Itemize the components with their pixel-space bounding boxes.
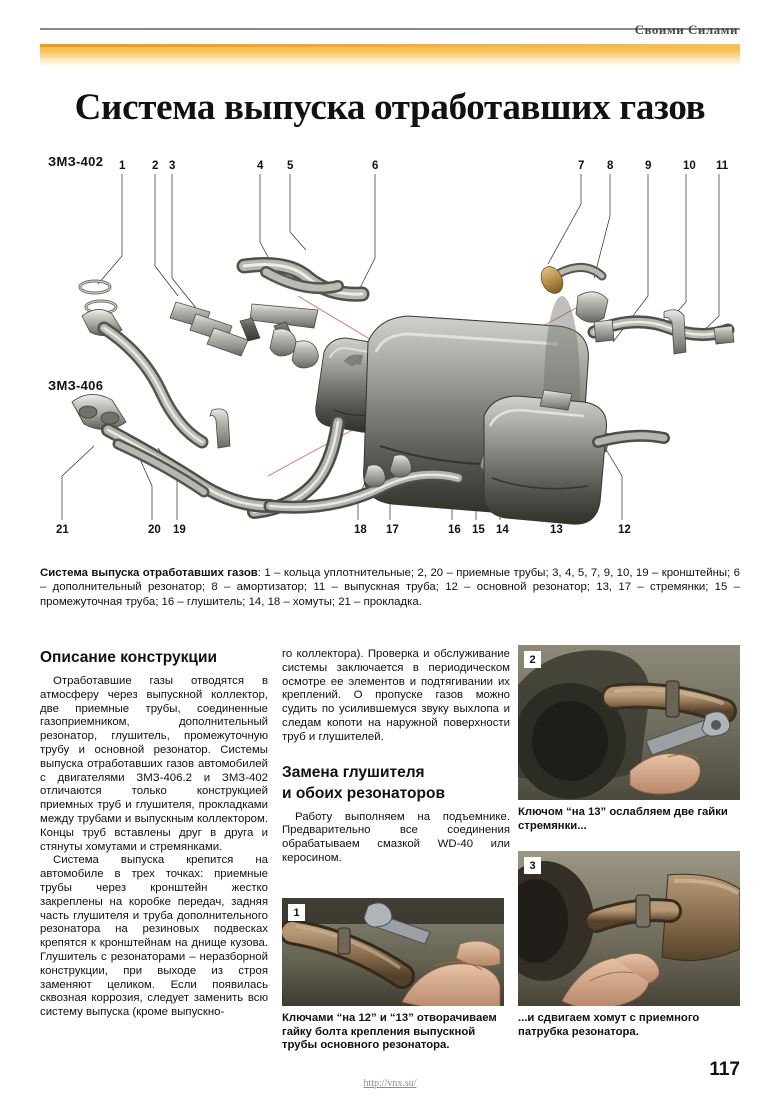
paragraph-design-3: го коллектора). Проверка и обслуживание системы заключается в периодическом осмотре ее элементов и подтягивании их креплений. О пропуске газов можно судить по усилившемуся звуку выхлопа и следам копоти на наружной поверхности труб и глушителей. [282,648,510,743]
paragraph-design-2: Система выпуска крепится на автомобиле в трех точках: приемные трубы через кронштейн жестко закреплены на коробке передач, задняя часть глушителя и труба дополнительного резонатора на резиновых подвесках крепятся к кронштейнам на днище кузова. Глушитель с резонаторами – неразборной конструкции, при выходе из строя заменяют целиком. Если появилась сквозная коррозия, следует заменить всю систему выпуска (кроме выпускно- [40,854,268,1019]
callout-13: 13 [550,524,563,536]
figure-label-engine-402: ЗМЗ-402 [48,154,104,169]
photo-2-number: 2 [524,651,541,668]
header-gradient-band [40,44,740,66]
callout-5: 5 [287,160,294,172]
callout-7: 7 [578,160,585,172]
photo-2-image [518,645,740,800]
figure-label-engine-406: ЗМЗ-406 [48,378,104,393]
paragraph-design-1: Отработавшие газы отводятся в атмосферу через выпускной коллектор, две приемные трубы, соединенные газоприемником, дополнительный резонатор, глушитель, промежуточную трубу и основной резонатор. Системы выпуска отработавших газов автомобилей с двигателями ЗМЗ-406.2 и ЗМЗ-402 отличаются только конструкцией приемных труб и глушителя, прокладками между трубами и выпускным коллектором. Концы труб вставлены друг в друга и стянуты хомутами и стремянками. [40,675,268,853]
photo-3-number: 3 [524,857,541,874]
callout-1: 1 [119,160,126,172]
photo-3-caption: ...и сдвигаем хомут с приемного патрубка резонатора. [518,1012,700,1038]
callout-8: 8 [607,160,614,172]
heading-replace-line1: Замена глушителя [282,763,425,781]
page-title: Система выпуска отработавших газов [74,87,706,128]
callout-3: 3 [169,160,176,172]
figure-caption [40,566,740,609]
figure-caption-title: Система выпуска отработавших газов [40,567,258,579]
footer-url[interactable]: http://vnx.su/ [363,1078,417,1089]
callout-19: 19 [173,524,186,536]
exhaust-system-illustration [38,146,742,546]
paragraph-replace-1: Работу выполняем на подъемнике. Предварительно все соединения обрабатываем смазкой WD-40 или керосином. [282,810,510,864]
photo-1-image [282,898,504,1006]
callout-17: 17 [386,524,399,536]
callout-12: 12 [618,524,631,536]
photo-3 [518,851,740,1006]
page-number: 117 [709,1059,740,1080]
callout-21: 21 [56,524,69,536]
exhaust-system-figure [38,146,742,546]
callout-2: 2 [152,160,159,172]
callout-15: 15 [472,524,485,536]
callout-18: 18 [354,524,367,536]
body-column-right [282,648,510,866]
callout-6: 6 [372,160,379,172]
callout-10: 10 [683,160,696,172]
header-brand: Своими Силами [634,22,738,37]
callout-14: 14 [496,524,509,536]
figure-caption-text: : 1 – кольца уплотнительные; 2, 20 – приемные трубы; 3, 4, 5, 7, 9, 10, 19 – кронштейны; 6 – дополнительный резонатор; 8 – амортизатор; 11 – выпускная труба; 12 – основной резонатор; 13, 17 – стремянки; 15 – промежуточная труба; 16 – глушитель; 14, 18 – хомуты; 21 – прокладка. [40,567,740,608]
photo-2-caption: Ключом “на 13” ослабляем две гайки стремянки... [518,806,728,832]
photo-3-image [518,851,740,1006]
callout-9: 9 [645,160,652,172]
heading-replace-line2: и обоих резонаторов [282,784,445,802]
callout-11: 11 [716,160,729,172]
photo-1-number: 1 [288,904,305,921]
callout-4: 4 [257,160,264,172]
body-column-left [40,648,268,1020]
heading-design: Описание конструкции [40,649,218,666]
callout-20: 20 [148,524,161,536]
photo-1 [282,898,504,1006]
photo-1-caption: Ключами “на 12” и “13” отворачиваем гайку болта крепления выпускной трубы основного резонатора. [282,1012,497,1052]
callout-16: 16 [448,524,461,536]
photo-2 [518,645,740,800]
